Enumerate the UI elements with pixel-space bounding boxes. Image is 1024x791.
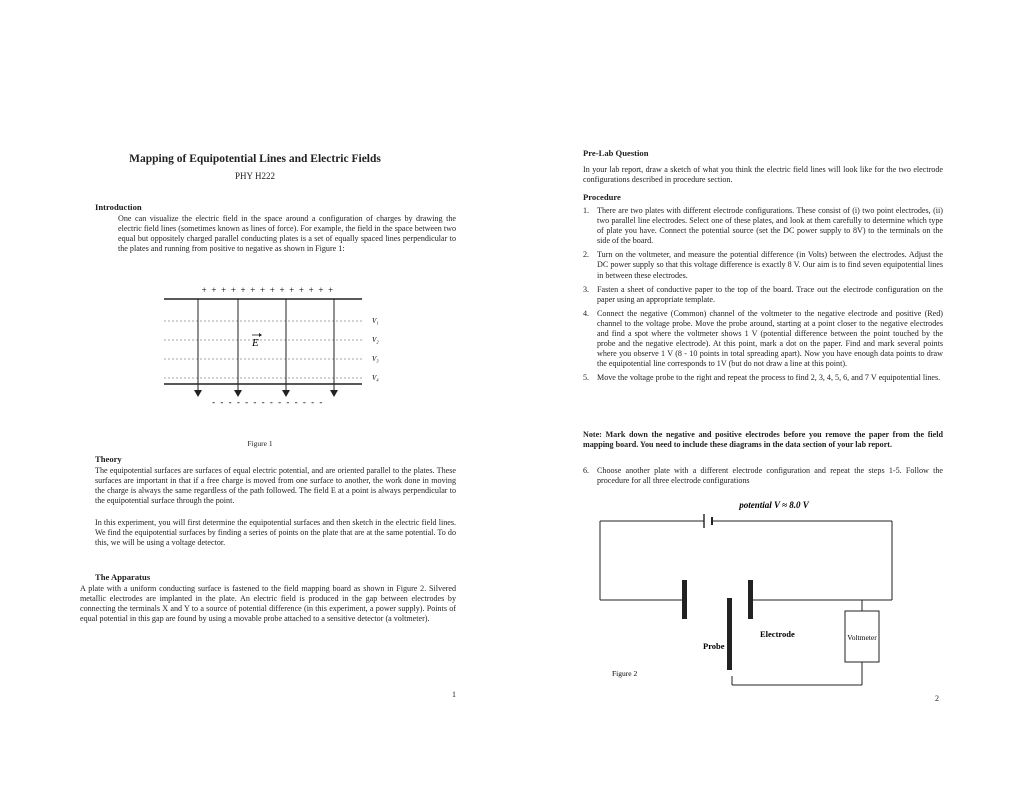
v3-label: V₃ (372, 355, 379, 363)
procedure-step: 5. Move the voltage probe to the right and repeat the process to find 2, 3, 4, 5, 6, and 7 V equipotential lines. (583, 373, 941, 383)
page-title: Mapping of Equipotential Lines and Electric Fields (129, 153, 381, 165)
experiment-paragraph: In this experiment, you will first determine the equipotential surfaces and then sketch in the electric field lines. We find the equipotential surfaces by finding a series of points on the plate that are at the same potential. To do this, we will be using a voltage detector. (95, 518, 456, 548)
v1-label: V₁ (372, 317, 379, 325)
theory-paragraph: The equipotential surfaces are surfaces of equal electric potential, and are oriented parallel to the plates. These surfaces are important in that if a free charge is moved from one surface to another, the work done in moving the charge is always the same regardless of the path followed. The field E at a point is always perpendicular to the equipotential surface through the point. (95, 466, 456, 506)
positive-charges: + + + + + + + + + + + + + + (201, 285, 335, 295)
figure-1-caption: Figure 1 (247, 439, 273, 448)
course-code: PHY H222 (235, 171, 275, 181)
apparatus-heading: The Apparatus (95, 572, 151, 582)
probe-label: Probe (703, 641, 725, 651)
procedure-step-6 (583, 466, 943, 490)
apparatus-paragraph: A plate with a uniform conducting surface is fastened to the field mapping board as shown in Figure 2. Silvered metallic electrodes are implanted in the plate. An electric field is produced in the gap between electrodes by connecting the terminals X and Y to a source of potential difference (in this experiment, a power supply). Points of equal potential in this gap are found by using a movable probe attached to a sensitive detector (a voltmeter). (80, 584, 456, 624)
procedure-step: 1. There are two plates with different electrode configurations. These consist of (i) two point electrodes, (ii) two parallel line electrodes. Select one of these plates, and look at them carefully to determine which type of plate you have. Connect the potential source (set the DC power supply to 8V) to the terminals on the side of the board. (583, 206, 943, 246)
theory-heading: Theory (95, 454, 122, 464)
negative-charges: - - - - - - - - - - - - - - (212, 397, 324, 407)
procedure-step: 3. Fasten a sheet of conductive paper to the top of the board. Trace out the electrode configuration on the paper using an appropriate template. (583, 284, 943, 304)
intro-heading: Introduction (95, 202, 142, 212)
v4-label: V₄ (372, 374, 379, 382)
procedure-steps (583, 206, 943, 388)
prelab-paragraph: In your lab report, draw a sketch of what you think the electric field lines will look like for the two electrode configurations described in procedure section. (583, 165, 943, 185)
procedure-heading: Procedure (583, 192, 621, 202)
procedure-step: 6. Choose another plate with a different electrode configuration and repeat the steps 1-5. Follow the procedure for all three electrode configurations (583, 466, 943, 486)
left-electrode (682, 580, 687, 619)
field-arrowhead (234, 390, 242, 397)
figure-1 (150, 282, 410, 427)
page-number: 2 (935, 694, 939, 703)
field-arrowhead (282, 390, 290, 397)
procedure-step: 2. Turn on the voltmeter, and measure the potential difference (in Volts) between the electrodes. Adjust the DC power supply so that this voltage difference is exactly 8 V. Our aim is to find seven equipotential lines in between these electrodes. (583, 250, 943, 280)
field-label: E (252, 337, 259, 349)
intro-paragraph: One can visualize the electric field in the space around a configuration of charges by drawing the electric field lines (sometimes known as lines of force). For example, the field in the space between two equal but oppositely charged parallel conducting plates is a set of equally spaced lines perpendicular to the plates and running from positive to negative as shown in Figure 1: (118, 214, 456, 254)
potential-label: potential V ≈ 8.0 V (739, 500, 809, 510)
page-number: 1 (452, 690, 456, 699)
v2-label: V₂ (372, 336, 379, 344)
page-2 (512, 0, 1024, 791)
probe (727, 598, 732, 670)
note-paragraph: Note: Mark down the negative and positive electrodes before you remove the paper from the field mapping board. You need to include these diagrams in the data section of your lab report. (583, 430, 943, 450)
figure-2-caption: Figure 2 (612, 669, 638, 678)
field-arrowhead (330, 390, 338, 397)
prelab-heading: Pre-Lab Question (583, 148, 649, 158)
procedure-step: 4. Connect the negative (Common) channel of the voltmeter to the negative electrode and positive (Red) channel to the voltage probe. Move the probe around, starting at a point closer to the negative electrodes and find a spot where the voltmeter shows 1 V (potential difference between the point touched by the probe and the negative electrode). At this point, mark a dot on the paper. Find and mark several points where you observe 1 V (8 - 10 points in total spreading apart). Now you have enough data points to draw the equipotential line corresponds to 1V (but do not draw a line at this point). (583, 308, 943, 369)
right-electrode (748, 580, 753, 619)
voltmeter-label: Voltmeter (847, 633, 877, 642)
figure-2 (592, 498, 952, 693)
electrode-label: Electrode (760, 629, 795, 639)
field-arrowhead (194, 390, 202, 397)
vector-arrowhead (259, 333, 262, 337)
